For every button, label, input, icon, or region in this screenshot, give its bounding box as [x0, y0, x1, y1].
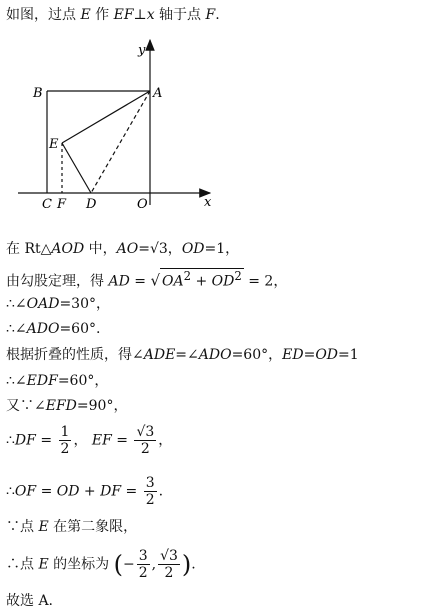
text: ∵点 — [6, 519, 39, 535]
solution-line-9 — [6, 475, 163, 508]
axis-x: x — [146, 7, 155, 23]
exponent: 2 — [183, 269, 192, 283]
exponent: 2 — [234, 269, 242, 283]
intro-text: 轴于点 — [154, 7, 206, 23]
text: 中， — [84, 241, 117, 257]
label-f: F — [57, 197, 67, 212]
label-d: D — [86, 197, 97, 212]
text: 又∵∠ — [6, 398, 46, 414]
text: ∴ — [6, 483, 15, 500]
segment-ef: EF — [91, 432, 112, 449]
point-e: E — [80, 7, 91, 23]
angle-ado: ADO — [198, 347, 232, 363]
text: ∴∠ — [6, 321, 27, 337]
text: = 2， — [243, 273, 288, 290]
segment-df: DF — [14, 432, 36, 449]
text: + — [79, 483, 101, 500]
label-e: E — [49, 137, 59, 152]
denominator: 2 — [164, 565, 174, 581]
text: = — [35, 432, 57, 449]
text: 在 Rt△ — [6, 241, 52, 257]
text: . — [158, 483, 164, 500]
segment-ed: ED — [282, 347, 304, 363]
solution-line-11 — [6, 548, 196, 581]
intro-text: 作 — [90, 7, 114, 23]
perp-symbol: ⊥ — [133, 7, 147, 23]
point-e: E — [38, 556, 49, 573]
fraction-one-half — [59, 424, 72, 457]
comma: , — [151, 556, 157, 573]
label-b: B — [33, 86, 43, 101]
minus-sign: − — [122, 556, 135, 573]
numerator: √3 — [160, 548, 178, 564]
solution-line-2 — [6, 268, 287, 291]
numerator: √3 — [136, 424, 155, 440]
label-a: A — [153, 86, 163, 101]
text: = — [129, 273, 151, 290]
numerator: 3 — [145, 475, 155, 491]
fraction-root3-half — [158, 548, 180, 581]
text: 的坐标为 — [48, 556, 114, 573]
solution-line-1 — [6, 240, 239, 258]
angle-edf: EDF — [26, 373, 58, 389]
text: 在第二象限， — [48, 519, 138, 535]
radicand — [160, 268, 244, 290]
segment-oa: OA — [162, 273, 184, 290]
text: =60°. — [59, 321, 101, 337]
text: ∴∠ — [6, 373, 27, 389]
segment-od: OD — [211, 273, 235, 290]
angle-efd: EFD — [45, 398, 77, 414]
segment-ao: AO — [116, 241, 139, 257]
paren: ( — [113, 550, 123, 579]
text: =90°， — [76, 398, 128, 414]
text: = — [121, 483, 142, 500]
triangle-aod: AOD — [51, 241, 85, 257]
solution-line-7 — [6, 397, 127, 415]
fraction-three-halves — [144, 475, 157, 508]
fraction-root3-half — [134, 424, 156, 457]
text: . — [191, 556, 196, 573]
text: ， — [158, 432, 173, 449]
geometry-diagram — [0, 0, 447, 225]
numerator: 3 — [138, 548, 148, 564]
segment-ed — [62, 143, 91, 193]
segment-df: DF — [100, 483, 122, 500]
solution-line-6 — [6, 372, 108, 390]
solution-line-8 — [6, 424, 172, 457]
text: ， — [73, 432, 92, 449]
numerator: 1 — [60, 424, 70, 440]
segment-ad: AD — [108, 273, 130, 290]
label-c: C — [42, 197, 52, 212]
solution-line-5 — [6, 346, 359, 364]
text: =60°， — [231, 347, 283, 363]
label-y: y — [138, 43, 146, 58]
intro-text: 如图，过点 — [6, 7, 81, 23]
denominator: 2 — [138, 565, 148, 581]
solution-line-3 — [6, 295, 110, 313]
angle-ado: ADO — [26, 321, 60, 337]
solution-line-4 — [6, 320, 100, 338]
segment-od: OD — [181, 241, 205, 257]
segment-of: OF — [14, 483, 37, 500]
text: =60°， — [57, 373, 109, 389]
text: = — [303, 347, 316, 363]
point-e: E — [38, 519, 49, 535]
segment-ef: EF — [113, 7, 134, 23]
label-x: x — [204, 195, 212, 210]
text: ∴点 — [6, 556, 39, 573]
denominator: 2 — [60, 441, 70, 457]
text: =∠ — [175, 347, 199, 363]
answer-text: 故选 A. — [6, 593, 54, 609]
text: = — [36, 483, 57, 500]
denominator: 2 — [145, 492, 155, 508]
text: =1 — [338, 347, 359, 363]
denominator: 2 — [140, 441, 150, 457]
text: = — [111, 432, 133, 449]
solution-line-12 — [6, 592, 53, 610]
text: ∴∠ — [6, 296, 27, 312]
text: 由勾股定理，得 — [6, 273, 109, 290]
segment-ae — [62, 91, 150, 143]
text: =30°， — [59, 296, 110, 312]
segment-ad-dashed — [91, 91, 150, 193]
text: =√3， — [138, 241, 182, 257]
solution-line-10 — [6, 518, 137, 536]
angle-ade: ADE — [143, 347, 176, 363]
segment-od: OD — [315, 347, 339, 363]
label-o: O — [137, 197, 148, 212]
text: 根据折叠的性质，得∠ — [6, 347, 144, 363]
point-f: F — [205, 7, 216, 23]
text: + — [191, 273, 212, 290]
angle-oad: OAD — [26, 296, 60, 312]
fraction-three-halves — [137, 548, 150, 581]
text: =1， — [204, 241, 240, 257]
text: ∴ — [6, 432, 15, 449]
intro-text: . — [215, 7, 220, 23]
segment-od: OD — [56, 483, 80, 500]
radical-sign: √ — [150, 271, 160, 290]
paren: ) — [181, 550, 192, 579]
